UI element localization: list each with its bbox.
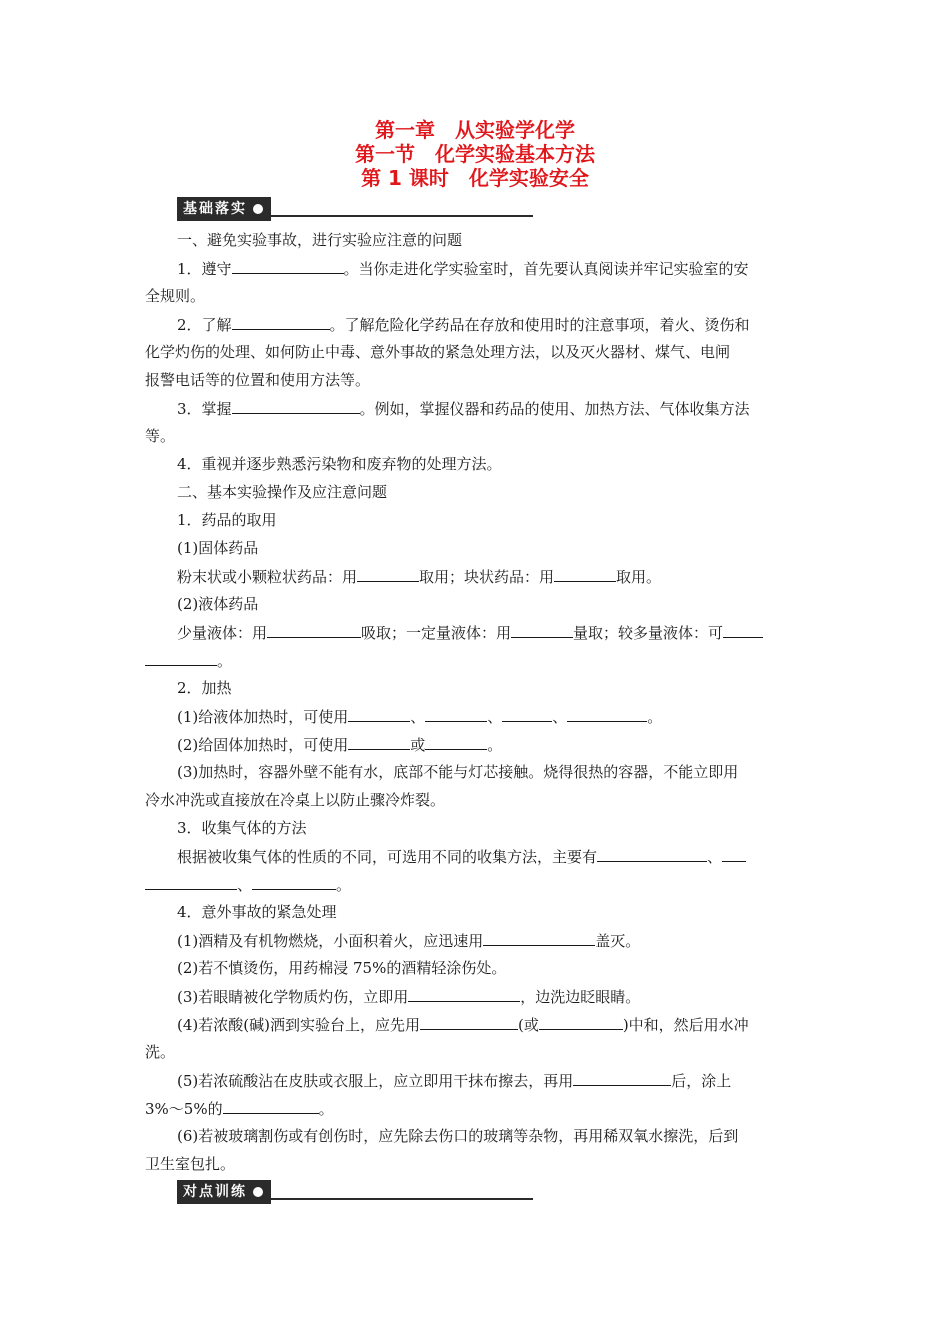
text: 盖灭。 — [595, 932, 641, 950]
text: 。 — [487, 736, 503, 754]
text: (1)酒精及有机物燃烧，小面积着火，应迅速用 — [177, 932, 484, 950]
section-title: 第一节 化学实验基本方法 — [355, 142, 595, 166]
blank-field[interactable] — [567, 706, 647, 722]
text: 。例如，掌握仪器和药品的使用、加热方法、气体收集方法 — [359, 400, 750, 418]
blank-field[interactable] — [252, 874, 336, 890]
blank-field[interactable] — [145, 650, 217, 666]
heading-two: 二、基本实验操作及应注意问题 — [177, 483, 388, 501]
accident-5-cont — [145, 1098, 334, 1119]
blank-field[interactable] — [597, 846, 707, 862]
paragraph-3 — [177, 398, 750, 419]
text: 、 — [707, 848, 723, 866]
paragraph-1-cont: 全规则。 — [145, 287, 206, 305]
blank-field[interactable] — [408, 986, 520, 1002]
blank-field[interactable] — [232, 398, 360, 414]
text: )中和，然后用水冲 — [622, 1016, 749, 1034]
blank-field[interactable] — [502, 706, 552, 722]
blank-field[interactable] — [511, 622, 573, 638]
accident-5 — [177, 1070, 731, 1091]
liquid-drugs-line — [177, 622, 763, 643]
gas-collection-cont — [145, 874, 351, 895]
accident-4-cont: 洗。 — [145, 1043, 176, 1061]
practice-label: 对点训练 — [183, 1184, 247, 1200]
text: 后，涂上 — [671, 1072, 732, 1090]
accident-6-cont: 卫生室包扎。 — [145, 1155, 236, 1173]
blank-field[interactable] — [420, 1014, 518, 1030]
blank-field[interactable] — [425, 734, 487, 750]
text: 、 — [552, 708, 568, 726]
text: (1)给液体加热时，可使用 — [177, 708, 349, 726]
blank-field[interactable] — [145, 874, 237, 890]
liquid-drugs-cont — [145, 650, 232, 671]
text: 。 — [318, 1100, 334, 1118]
text: (2)给固体加热时，可使用 — [177, 736, 349, 754]
blank-field[interactable] — [357, 566, 419, 582]
text: 。 — [217, 652, 233, 670]
liquid-drugs: (2)液体药品 — [177, 595, 259, 613]
text: 1．遵守 — [177, 260, 232, 278]
blank-field[interactable] — [348, 734, 410, 750]
paragraph-2-cont: 报警电话等的位置和使用方法等。 — [145, 371, 371, 389]
blank-field[interactable] — [267, 622, 361, 638]
text: 3%～5%的 — [145, 1100, 223, 1118]
practice-tag — [177, 1180, 271, 1204]
blank-field[interactable] — [348, 706, 410, 722]
paragraph-3-cont: 等。 — [145, 427, 176, 445]
blank-field[interactable] — [554, 566, 616, 582]
accident-6: (6)若被玻璃割伤或有创伤时，应先除去伤口的玻璃等杂物，再用稀双氧水擦洗，后到 — [177, 1127, 739, 1145]
accident-2: (2)若不慎烫伤，用药棉浸 75%的酒精轻涂伤处。 — [177, 959, 507, 977]
chapter-title: 第一章 从实验学化学 — [375, 118, 575, 142]
text: ，边洗边眨眼睛。 — [520, 988, 641, 1006]
accident-1 — [177, 930, 640, 951]
practice-banner — [177, 1179, 533, 1205]
text: 取用；块状药品：用 — [419, 568, 555, 586]
lesson-title: 第 1 课时 化学实验安全 — [361, 166, 589, 190]
text: 。 — [647, 708, 663, 726]
paragraph-4: 4．重视并逐步熟悉污染物和废弃物的处理方法。 — [177, 455, 502, 473]
text: (5)若浓硫酸沾在皮肤或衣服上，应立即用干抹布擦去，再用 — [177, 1072, 574, 1090]
blank-field[interactable] — [425, 706, 487, 722]
blank-field[interactable] — [483, 930, 595, 946]
text: 、 — [410, 708, 426, 726]
gas-collection — [177, 846, 746, 867]
solid-drugs: (1)固体药品 — [177, 539, 259, 557]
basics-label: 基础落实 — [183, 201, 247, 217]
text: 3．掌握 — [177, 400, 232, 418]
text: 根据被收集气体的性质的不同，可选用不同的收集方法，主要有 — [177, 848, 598, 866]
bullet-dot-icon — [253, 1187, 263, 1197]
heading-one: 一、避免实验事故，进行实验应注意的问题 — [177, 231, 463, 249]
text: (4)若浓酸(碱)洒到实验台上，应先用 — [177, 1016, 420, 1034]
text: 或 — [410, 736, 426, 754]
paragraph-2 — [177, 314, 750, 335]
blank-field[interactable] — [232, 258, 344, 274]
text: 。当你走进化学实验室时，首先要认真阅读并牢记实验室的安 — [343, 260, 749, 278]
accident-4 — [177, 1014, 749, 1035]
text: 、 — [487, 708, 503, 726]
blank-field[interactable] — [722, 846, 746, 862]
blank-field[interactable] — [723, 622, 763, 638]
text: 量取；较多量液体：可 — [573, 624, 724, 642]
heating-liquid — [177, 706, 662, 727]
solid-drugs-line — [177, 566, 661, 587]
text: 少量液体：用 — [177, 624, 268, 642]
paragraph-2-cont: 化学灼伤的处理、如何防止中毒、意外事故的紧急处理方法，以及灭火器材、煤气、电闸 — [145, 343, 731, 361]
text: 。了解危险化学药品在存放和使用时的注意事项，着火、烫伤和 — [329, 316, 750, 334]
heating-note-cont: 冷水冲洗或直接放在冷桌上以防止骤冷炸裂。 — [145, 791, 446, 809]
text: 。 — [336, 876, 352, 894]
text: (或 — [517, 1016, 539, 1034]
text: 粉末状或小颗粒状药品：用 — [177, 568, 358, 586]
text: 、 — [237, 876, 253, 894]
blank-field[interactable] — [223, 1098, 319, 1114]
blank-field[interactable] — [539, 1014, 623, 1030]
blank-field[interactable] — [232, 314, 330, 330]
text: 2．了解 — [177, 316, 232, 334]
text: (3)若眼睛被化学物质灼伤，立即用 — [177, 988, 409, 1006]
accident-3 — [177, 986, 640, 1007]
text: 吸取；一定量液体：用 — [361, 624, 512, 642]
subheading-4: 4．意外事故的紧急处理 — [177, 903, 337, 921]
subheading-2: 2．加热 — [177, 679, 232, 697]
paragraph-1 — [177, 258, 749, 279]
heating-solid — [177, 734, 502, 755]
banner-rule — [271, 1198, 533, 1200]
text: 取用。 — [616, 568, 662, 586]
subheading-3: 3．收集气体的方法 — [177, 819, 307, 837]
heating-note: (3)加热时，容器外壁不能有水，底部不能与灯芯接触。烧得很热的容器，不能立即用 — [177, 763, 739, 781]
blank-field[interactable] — [573, 1070, 671, 1086]
subheading-1: 1．药品的取用 — [177, 511, 277, 529]
